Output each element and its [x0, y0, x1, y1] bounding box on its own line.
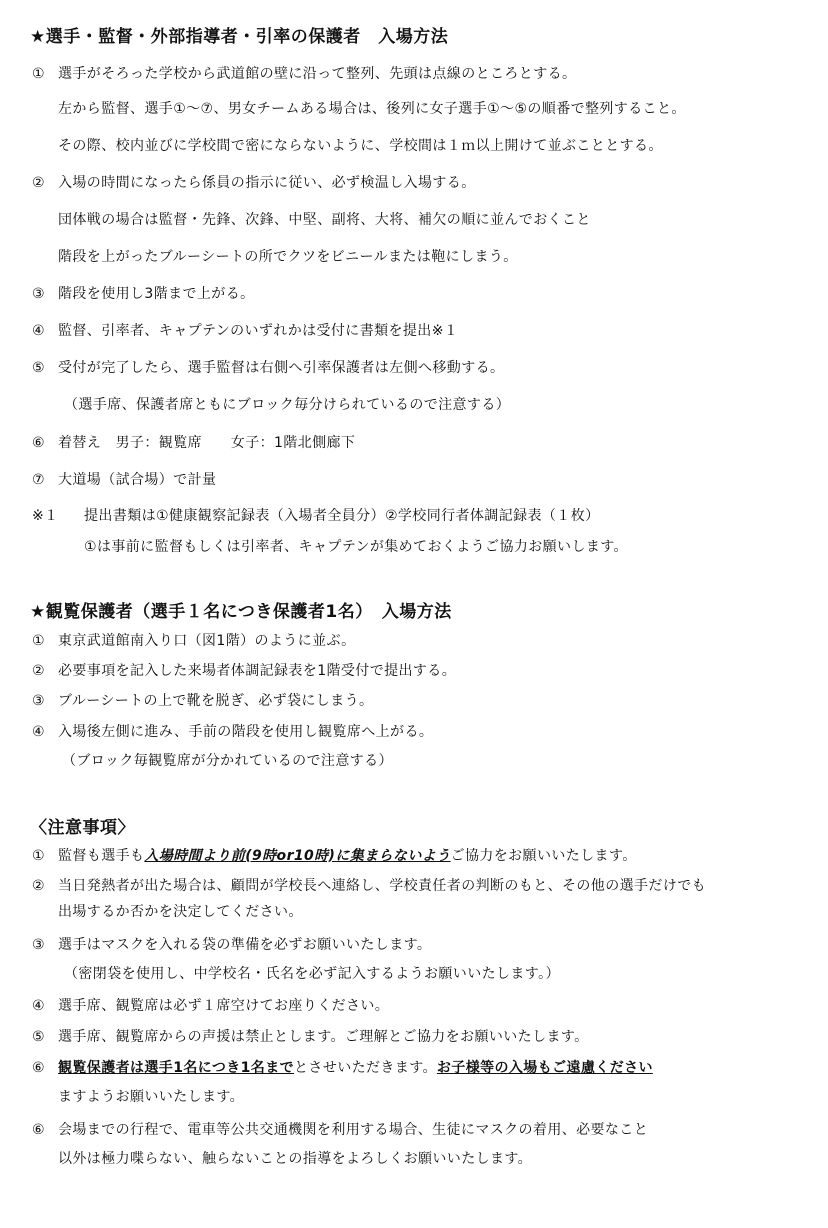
s3-line-3b: （密閉袋を使用し、中学校名・氏名を必ず記入するようお願いいたします。） [64, 966, 560, 982]
s1-line-3: その際、校内並びに学校間で密にならないように、学校間は１ｍ以上開けて並ぶこととする。 [58, 138, 663, 154]
s3-line-1: ① 監督も選手も入場時間より前(9時or10時)に集まらないようご協力をお願いいたします。 [32, 848, 637, 864]
s1-line-6: 階段を上がったブルーシートの所でクツをビニールまたは鞄にしまう。 [58, 249, 518, 265]
s3-line-4: ④ 選手席、観覧席は必ず１席空けてお座りください。 [32, 998, 390, 1014]
s3-line-2: ② 当日発熱者が出た場合は、顧問が学校長へ連絡し、学校責任者の判断のもと、その他の選手だけでも [32, 878, 706, 894]
s2-line-4: ④ 入場後左側に進み、手前の階段を使用し観覧席へ上がる。 [32, 724, 434, 740]
section2-title: ★観覧保護者（選手１名につき保護者1名） 入場方法 [30, 602, 452, 622]
s3-line-6b: ますようお願いいたします。 [58, 1089, 245, 1105]
section1-title: ★選手・監督・外部指導者・引率の保護者 入場方法 [30, 27, 449, 47]
s3-line-5: ⑤ 選手席、観覧席からの声援は禁止とします。ご理解とご協力をお願いいたします。 [32, 1029, 589, 1045]
s3-line-3: ③ 選手はマスクを入れる袋の準備を必ずお願いいたします。 [32, 937, 432, 953]
s1-line-1: ① 選手がそろった学校から武道館の壁に沿って整列、先頭は点線のところとする。 [32, 66, 577, 82]
s1-line-2: 左から監督、選手①～⑦、男女チームある場合は、後列に女子選手①～⑤の順番で整列すること。 [58, 101, 686, 117]
s1-line-8: ④ 監督、引率者、キャプテンのいずれかは受付に書類を提出※１ [32, 323, 459, 339]
s3-line-6: ⑥ 観覧保護者は選手1名につき1名までとさせいただきます。お子様等の入場もご遠慮ください [32, 1060, 653, 1076]
s2-line-2: ② 必要事項を記入した来場者体調記録表を1階受付で提出する。 [32, 663, 457, 679]
s2-line-5: （ブロック毎観覧席が分かれているので注意する） [62, 753, 393, 769]
s1-line-14: ①は事前に監督もしくは引率者、キャプテンが集めておくようご協力お願いします。 [84, 539, 628, 555]
s1-line-7: ③ 階段を使用し3階まで上がる。 [32, 286, 255, 302]
s1-line-10: （選手席、保護者席ともにブロック毎分けられているので注意する） [64, 397, 511, 413]
s1-line-5: 団体戦の場合は監督・先鋒、次鋒、中堅、副将、大将、補欠の順に並んでおくこと [58, 212, 591, 228]
s3-line-7b: 以外は極力喋らない、触らないことの指導をよろしくお願いいたします。 [58, 1151, 533, 1167]
s2-line-1: ① 東京武道館南入り口（図1階）のように並ぶ。 [32, 633, 356, 649]
section3-title: 〈注意事項〉 [30, 818, 135, 838]
s1-line-9: ⑤ 受付が完了したら、選手監督は右側へ引率保護者は左側へ移動する。 [32, 360, 505, 376]
s3-line-7: ⑥ 会場までの行程で、電車等公共交通機関を利用する場合、生徒にマスクの着用、必要なこと [32, 1122, 649, 1138]
s1-line-13: ※１ 提出書類は①健康観察記録表（入場者全員分）②学校同行者体調記録表（１枚） [32, 508, 600, 524]
s1-line-11: ⑥ 着替え 男子：観覧席 女子：1階北側廊下 [32, 435, 356, 451]
s2-line-3: ③ ブルーシートの上で靴を脱ぎ、必ず袋にしまう。 [32, 693, 374, 709]
s1-line-4: ② 入場の時間になったら係員の指示に従い、必ず検温し入場する。 [32, 175, 476, 191]
s1-line-12: ⑦ 大道場（試合場）で計量 [32, 472, 217, 488]
s3-line-2b: 出場するか否かを決定してください。 [58, 904, 303, 920]
